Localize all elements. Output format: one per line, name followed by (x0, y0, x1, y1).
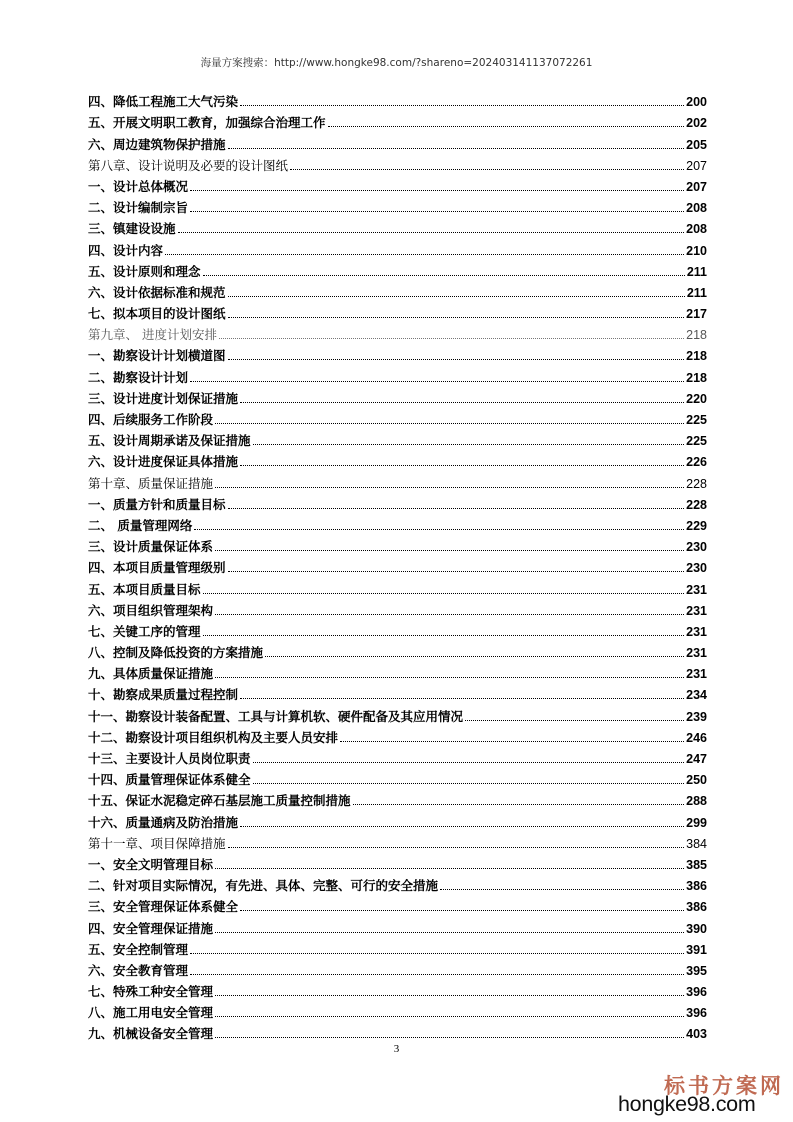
toc-dot-leader (240, 826, 684, 827)
toc-entry[interactable] (88, 492, 707, 513)
toc-entry-title: 四、降低工程施工大气污染 (88, 94, 239, 110)
toc-entry-title: 二、 质量管理网络 (88, 517, 193, 533)
toc-entry-page: 218 (686, 370, 707, 385)
toc-entry-page: 225 (686, 413, 707, 427)
toc-entry-title: 八、施工用电安全管理 (88, 1005, 214, 1021)
toc-entry-title: 第八章、设计说明及必要的设计图纸 (88, 157, 289, 173)
toc-dot-leader (194, 529, 684, 530)
toc-entry-title: 五、本项目质量目标 (88, 581, 201, 597)
toc-entry[interactable] (88, 364, 707, 385)
toc-entry-page: 384 (686, 836, 707, 851)
toc-entry-page: 288 (686, 794, 707, 809)
toc-entry[interactable] (88, 534, 707, 555)
toc-entry-page: 250 (686, 773, 707, 788)
toc-entry[interactable] (88, 195, 707, 216)
toc-entry-title: 六、设计依据标准和规范 (88, 284, 226, 300)
toc-entry[interactable] (88, 216, 707, 237)
toc-entry-title: 二、设计编制宗旨 (88, 200, 189, 216)
toc-entry-title: 六、周边建筑物保护措施 (88, 136, 226, 152)
toc-entry-page: 396 (686, 985, 707, 1000)
toc-dot-leader (215, 868, 684, 869)
toc-dot-leader (215, 614, 684, 615)
toc-entry-page: 231 (686, 603, 707, 618)
toc-dot-leader (228, 148, 685, 149)
toc-entry[interactable] (88, 428, 707, 449)
toc-entry[interactable] (88, 174, 707, 195)
toc-dot-leader (203, 275, 685, 276)
toc-dot-leader (215, 1016, 684, 1017)
toc-entry[interactable] (88, 386, 707, 407)
toc-entry-page: 202 (686, 116, 707, 131)
toc-entry-title: 一、安全文明管理目标 (88, 856, 214, 872)
toc-dot-leader (240, 910, 684, 911)
toc-entry[interactable] (88, 598, 707, 619)
toc-dot-leader (215, 995, 684, 996)
toc-entry-page: 246 (686, 730, 707, 745)
toc-dot-leader (215, 487, 684, 488)
toc-dot-leader (240, 698, 684, 699)
toc-entry-title: 十四、质量管理保证体系健全 (88, 772, 251, 788)
toc-entry-title: 五、安全控制管理 (88, 941, 189, 957)
toc-dot-leader (219, 338, 684, 339)
toc-dot-leader (215, 677, 684, 678)
toc-dot-leader (253, 783, 685, 784)
toc-entry-title: 三、设计质量保证体系 (88, 539, 214, 555)
toc-entry[interactable] (88, 979, 707, 1000)
toc-entry-page: 225 (686, 434, 707, 449)
toc-entry[interactable] (88, 1000, 707, 1021)
toc-entry-page: 385 (686, 857, 707, 872)
toc-dot-leader (228, 847, 685, 848)
toc-entry-title: 六、安全教育管理 (88, 962, 189, 978)
toc-entry-title: 八、控制及降低投资的方案措施 (88, 645, 264, 661)
watermark-url: hongke98.com (618, 1092, 756, 1116)
toc-entry-title: 第九章、 进度计划安排 (88, 327, 217, 343)
toc-entry-page: 200 (686, 95, 707, 110)
toc-entry-title: 一、设计总体概况 (88, 178, 189, 194)
toc-entry-title: 七、关键工序的管理 (88, 623, 201, 639)
toc-entry-page: 217 (686, 307, 707, 322)
page-header-source-url: 海量方案搜索：http://www.hongke98.com/?shareno=20240314113707226​1 (200, 57, 593, 69)
toc-entry[interactable] (88, 619, 707, 640)
toc-entry-title: 第十章、质量保证措施 (88, 475, 214, 491)
toc-dot-leader (240, 402, 684, 403)
toc-entry-page: 231 (686, 667, 707, 682)
toc-entry-title: 五、设计周期承诺及保证措施 (88, 433, 251, 449)
toc-entry-title: 二、勘察设计计划 (88, 369, 189, 385)
toc-entry-page: 386 (686, 900, 707, 915)
toc-entry-page: 230 (686, 561, 707, 576)
toc-entry[interactable] (88, 958, 707, 979)
toc-entry-page: 205 (686, 137, 707, 152)
toc-entry-page: 228 (686, 476, 707, 491)
toc-entry[interactable] (88, 1021, 707, 1042)
toc-entry[interactable] (88, 449, 707, 470)
toc-entry-page: 220 (686, 391, 707, 406)
toc-entry[interactable] (88, 788, 707, 809)
toc-entry[interactable] (88, 153, 707, 174)
toc-entry[interactable] (88, 725, 707, 746)
toc-entry-page: 229 (686, 518, 707, 533)
toc-dot-leader (215, 423, 684, 424)
toc-entry[interactable] (88, 322, 707, 343)
toc-entry-page: 231 (686, 646, 707, 661)
toc-entry-page: 396 (686, 1006, 707, 1021)
toc-entry-title: 九、具体质量保证措施 (88, 666, 214, 682)
toc-entry-title: 三、镇建设设施 (88, 221, 176, 237)
page-number: 3 (393, 1043, 400, 1055)
toc-entry-page: 208 (686, 222, 707, 237)
table-of-contents (88, 89, 707, 1042)
toc-entry-page: 218 (686, 328, 707, 343)
toc-entry-title: 一、勘察设计计划横道图 (88, 348, 226, 364)
toc-entry[interactable] (88, 809, 707, 830)
toc-entry[interactable] (88, 640, 707, 661)
toc-dot-leader (203, 635, 685, 636)
toc-dot-leader (253, 762, 685, 763)
toc-dot-leader (253, 444, 685, 445)
toc-dot-leader (190, 953, 684, 954)
toc-entry-title: 七、拟本项目的设计图纸 (88, 306, 226, 322)
toc-entry-title: 十六、质量通病及防治措施 (88, 814, 239, 830)
toc-entry-page: 208 (686, 201, 707, 216)
toc-entry[interactable] (88, 873, 707, 894)
toc-entry[interactable] (88, 131, 707, 152)
toc-entry-page: 211 (686, 285, 707, 300)
toc-entry[interactable] (88, 237, 707, 258)
toc-entry-page: 234 (686, 688, 707, 703)
toc-entry-page: 386 (686, 879, 707, 894)
toc-entry-page: 230 (686, 540, 707, 555)
toc-entry[interactable] (88, 703, 707, 724)
toc-entry[interactable] (88, 915, 707, 936)
toc-dot-leader (228, 508, 685, 509)
toc-entry[interactable] (88, 301, 707, 322)
toc-entry-title: 十三、主要设计人员岗位职责 (88, 751, 251, 766)
toc-entry-page: 210 (686, 243, 707, 258)
toc-dot-leader (190, 381, 684, 382)
toc-entry-title: 十、勘察成果质量过程控制 (88, 687, 239, 703)
toc-entry-page: 218 (686, 349, 707, 364)
toc-entry[interactable] (88, 343, 707, 364)
toc-entry-page: 211 (686, 264, 707, 279)
toc-dot-leader (203, 593, 685, 594)
toc-entry[interactable] (88, 937, 707, 958)
toc-entry[interactable] (88, 894, 707, 915)
toc-entry[interactable] (88, 513, 707, 534)
toc-entry[interactable] (88, 89, 707, 110)
toc-entry[interactable] (88, 259, 707, 280)
toc-dot-leader (328, 126, 685, 127)
toc-entry-title: 四、后续服务工作阶段 (88, 412, 214, 427)
toc-dot-leader (240, 105, 684, 106)
toc-entry[interactable] (88, 767, 707, 788)
toc-dot-leader (190, 974, 684, 975)
toc-entry-title: 五、设计原则和理念 (88, 263, 201, 279)
toc-entry[interactable] (88, 110, 707, 131)
toc-entry-page: 207 (686, 158, 707, 173)
toc-entry-page: 228 (686, 497, 707, 512)
toc-entry-page: 247 (686, 752, 707, 766)
toc-entry[interactable] (88, 280, 707, 301)
toc-entry-title: 六、设计进度保证具体措施 (88, 454, 239, 470)
toc-entry-title: 四、设计内容 (88, 242, 164, 258)
toc-entry[interactable] (88, 682, 707, 703)
toc-entry-title: 三、设计进度计划保证措施 (88, 390, 239, 406)
toc-entry-title: 十五、保证水泥稳定碎石基层施工质量控制措施 (88, 793, 351, 809)
toc-dot-leader (215, 932, 684, 933)
toc-entry-title: 四、本项目质量管理级别 (88, 560, 226, 576)
toc-dot-leader (465, 720, 684, 721)
toc-entry[interactable] (88, 576, 707, 597)
toc-entry-title: 三、安全管理保证体系健全 (88, 899, 239, 915)
toc-dot-leader (190, 211, 684, 212)
toc-entry[interactable] (88, 407, 707, 428)
toc-dot-leader (228, 317, 685, 318)
toc-dot-leader (440, 889, 684, 890)
toc-dot-leader (228, 359, 685, 360)
toc-entry[interactable] (88, 555, 707, 576)
toc-dot-leader (228, 296, 685, 297)
toc-dot-leader (290, 169, 684, 170)
toc-entry-page: 239 (686, 709, 707, 724)
toc-dot-leader (215, 1037, 684, 1038)
toc-dot-leader (240, 465, 684, 466)
toc-dot-leader (340, 741, 684, 742)
toc-entry-title: 四、安全管理保证措施 (88, 920, 214, 936)
toc-entry-page: 299 (686, 815, 707, 830)
toc-entry-title: 七、特殊工种安全管理 (88, 984, 214, 1000)
toc-entry-title: 六、项目组织管理架构 (88, 602, 214, 618)
toc-entry[interactable] (88, 746, 707, 767)
toc-entry-page: 231 (686, 624, 707, 639)
toc-dot-leader (165, 254, 684, 255)
toc-entry-page: 390 (686, 921, 707, 936)
toc-entry-page: 395 (686, 963, 707, 978)
toc-entry-title: 第十一章、项目保障措施 (88, 835, 226, 851)
toc-entry[interactable] (88, 831, 707, 852)
toc-entry[interactable] (88, 470, 707, 491)
toc-dot-leader (215, 550, 684, 551)
toc-entry-title: 一、质量方针和质量目标 (88, 496, 226, 512)
toc-entry-title: 十二、勘察设计项目组织机构及主要人员安排 (88, 729, 339, 745)
toc-dot-leader (265, 656, 684, 657)
toc-entry-page: 403 (686, 1027, 707, 1042)
watermark-brand: 标书方案网 (664, 1073, 784, 1098)
toc-entry-page: 226 (686, 455, 707, 470)
toc-entry[interactable] (88, 852, 707, 873)
toc-dot-leader (178, 232, 685, 233)
toc-dot-leader (353, 804, 685, 805)
toc-entry-page: 391 (686, 942, 707, 957)
toc-entry-title: 九、机械设备安全管理 (88, 1026, 214, 1042)
toc-entry-title: 二、针对项目实际情况，有先进、具体、完整、可行的安全措施 (88, 878, 439, 894)
toc-dot-leader (190, 190, 684, 191)
toc-entry-title: 五、开展文明职工教育，加强综合治理工作 (88, 115, 326, 131)
toc-entry-title: 十一、勘察设计装备配置、工具与计算机软、硬件配备及其应用情况 (88, 708, 464, 724)
toc-dot-leader (228, 571, 685, 572)
toc-entry[interactable] (88, 661, 707, 682)
toc-entry-page: 207 (686, 179, 707, 194)
toc-entry-page: 231 (686, 582, 707, 597)
